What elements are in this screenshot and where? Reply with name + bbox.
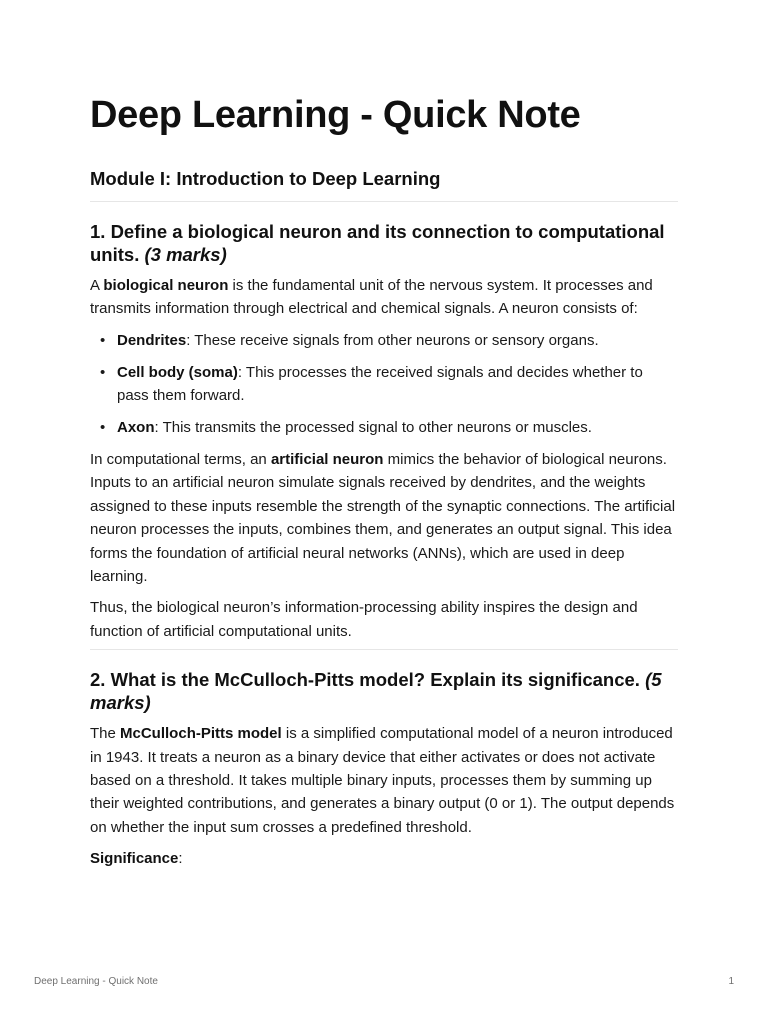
question-2-text: 2. What is the McCulloch-Pitts model? Explain its significance. (90, 669, 640, 691)
question-1-section (90, 220, 678, 650)
bold-term: McCulloch-Pitts model (120, 725, 282, 743)
bold-term: artificial neuron (270, 450, 384, 468)
question-1-heading (90, 220, 678, 266)
text-run: The (90, 725, 121, 743)
question-2-section (90, 668, 678, 870)
footer-document-title: Deep Learning - Quick Note (34, 976, 158, 987)
text-run: is the fundamental unit of the nervous system. It processes and transmits information through electrical and chemical signals. A neuron consists of: (90, 277, 653, 318)
bullet-icon: • (100, 331, 106, 349)
document-page (90, 92, 678, 871)
list-item-text: : This processes the received signals and decides whether to pass them forward. (117, 363, 643, 405)
page-number: 1 (728, 976, 734, 987)
question-1-text: 1. Define a biological neuron and its connection to computational units. (90, 221, 665, 265)
bold-term: Dendrites (117, 331, 187, 349)
question-1-intro (90, 274, 678, 321)
text-run: In computational terms, an (90, 450, 271, 468)
question-2-heading (90, 668, 678, 714)
bold-term: biological neuron (103, 277, 229, 294)
text-run: mimics the behavior of biological neurons. Inputs to an artificial neuron simulate signals received by dendrites, and the weights assigned to these inputs resemble the strength of the synaptic connections. The artificial neuron processes the inputs, combines them, and generates an output signal. This idea forms the foundation of artificial neural networks (ANNs), which are used in deep learning. (90, 450, 676, 585)
page-title: Deep Learning - Quick Note (90, 94, 581, 136)
list-item (100, 416, 678, 439)
list-item-text: : This transmits the processed signal to other neurons or muscles. (154, 419, 592, 437)
text-run: is a simplified computational model of a neuron introduced in 1943. It treats a neuron as a binary device that either activates or does not activate based on a threshold. It takes multiple binary inputs, processes them by summing up their weighted contributions, and generates a binary output (0 or 1). The output depends on whether the input sum crosses a predefined threshold. (90, 725, 675, 836)
neuron-parts-list (90, 329, 678, 440)
significance-label (90, 847, 678, 870)
bullet-icon: • (100, 419, 106, 437)
question-1-marks: (3 marks) (144, 244, 227, 265)
question-1-paragraph-2 (90, 448, 678, 588)
question-2-marks: (5 marks) (90, 669, 662, 714)
list-item (100, 329, 678, 352)
bold-term: Axon (117, 419, 155, 437)
text-run: : (178, 850, 183, 868)
bold-term: Cell body (soma) (117, 363, 238, 381)
bullet-icon: • (100, 363, 106, 381)
question-1-paragraph-3: Thus, the biological neuron’s information-processing ability inspires the design and function of artificial computational units. (90, 599, 638, 640)
module-heading: Module I: Introduction to Deep Learning (90, 166, 678, 202)
list-item-text: : These receive signals from other neurons or sensory organs. (186, 331, 599, 349)
list-item (100, 361, 678, 408)
text-run: A (90, 277, 104, 294)
bold-term: Significance (90, 850, 179, 868)
question-2-intro (90, 722, 678, 839)
